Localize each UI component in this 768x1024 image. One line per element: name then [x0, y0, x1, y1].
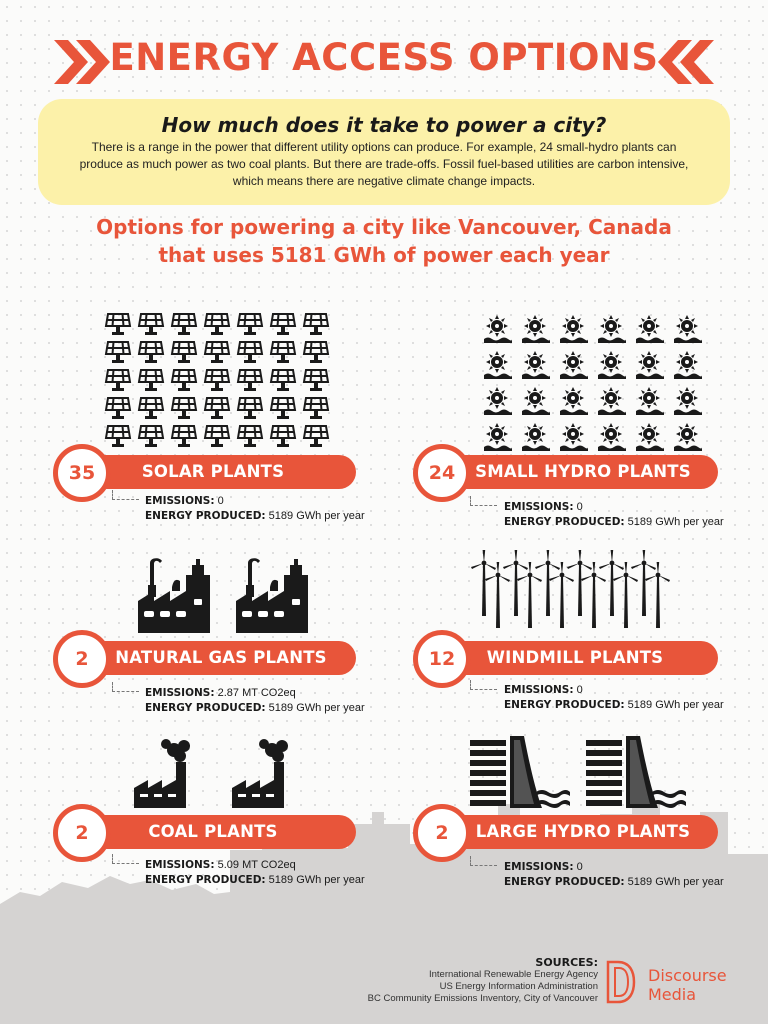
solar-panel-icon — [170, 424, 203, 452]
solar-plants-label: SOLAR PLANTS — [141, 462, 285, 481]
water-wheel-icon — [482, 421, 520, 457]
connector-line — [470, 680, 497, 690]
solar-panel-icon — [137, 340, 170, 368]
brand-line-2: Media — [648, 985, 697, 1004]
sources-heading: SOURCES: — [535, 956, 598, 969]
water-wheel-icon — [634, 313, 672, 349]
wind-turbine-icon — [644, 562, 662, 602]
windmill-emissions: 0 — [576, 684, 583, 696]
natural-gas-plant-icons — [134, 555, 330, 635]
solar-panel-icon — [104, 368, 137, 396]
water-wheel-icon — [672, 313, 710, 349]
coal-stats: EMISSIONS: 5.09 MT CO2eq ENERGY PRODUCED: 5189 GWh per year — [145, 859, 365, 886]
solar-panel-icon — [236, 368, 269, 396]
source-item: US Energy Information Administration — [439, 981, 598, 992]
large-hydro-count-badge: 2 — [413, 804, 471, 862]
solar-panel-icon — [269, 312, 302, 340]
solar-panel-icon — [203, 312, 236, 340]
solar-panel-icon — [302, 368, 335, 396]
brand-name — [648, 966, 727, 1004]
connector-line — [470, 496, 497, 506]
sources-block — [368, 957, 598, 1005]
coal-plant-icons — [134, 738, 330, 812]
solar-panel-icon — [302, 340, 335, 368]
natural-gas-plants-bar — [70, 641, 356, 675]
solar-panel-icon — [104, 312, 137, 340]
water-wheel-icon — [520, 385, 558, 421]
solar-plants-bar — [70, 455, 356, 489]
discourse-media-logo-icon — [604, 958, 638, 1006]
solar-panel-icon — [236, 312, 269, 340]
water-wheel-icon — [634, 385, 672, 421]
intro-box — [38, 99, 730, 205]
wind-turbine-icon — [484, 562, 502, 602]
solar-panel-icon — [269, 396, 302, 424]
small-hydro-stats: EMISSIONS: 0 ENERGY PRODUCED: 5189 GWh per year — [504, 501, 724, 528]
source-item: BC Community Emissions Inventory, City of Vancouver — [367, 993, 598, 1004]
large-hydro-emissions: 0 — [576, 861, 583, 873]
natural-gas-emissions: 2.87 MT CO2eq — [217, 687, 296, 699]
water-wheel-icon — [596, 313, 634, 349]
solar-panel-icon — [104, 340, 137, 368]
windmill-energy: 5189 GWh per year — [627, 699, 724, 711]
water-wheel-icon — [634, 421, 672, 457]
water-wheel-icon — [672, 385, 710, 421]
windmill-stats: EMISSIONS: 0 ENERGY PRODUCED: 5189 GWh per year — [504, 684, 724, 711]
solar-count-badge: 35 — [53, 444, 111, 502]
solar-panel-icon — [170, 312, 203, 340]
solar-panel-icon — [170, 396, 203, 424]
connector-line — [112, 854, 139, 864]
source-item: International Renewable Energy Agency — [428, 969, 598, 980]
coal-energy: 5189 GWh per year — [268, 874, 365, 886]
subtitle-line-2: that uses 5181 GWh of power each year — [158, 243, 610, 267]
solar-panel-icon — [203, 340, 236, 368]
solar-panel-icon — [203, 368, 236, 396]
large-hydro-stats: EMISSIONS: 0 ENERGY PRODUCED: 5189 GWh per year — [504, 861, 724, 888]
connector-line — [112, 682, 139, 692]
coal-emissions: 5.09 MT CO2eq — [217, 859, 296, 871]
wind-turbine-icon — [612, 562, 630, 602]
water-wheel-icon — [672, 421, 710, 457]
solar-panel-icon — [302, 424, 335, 452]
water-wheel-icon — [558, 385, 596, 421]
solar-panel-icon — [203, 396, 236, 424]
solar-panel-icon — [170, 340, 203, 368]
connector-line — [112, 490, 139, 500]
solar-panel-icon — [269, 340, 302, 368]
water-wheel-icon — [558, 313, 596, 349]
small-hydro-plant-icons — [482, 313, 710, 457]
windmill-plants-label: WINDMILL PLANTS — [486, 648, 664, 667]
solar-panel-icon — [137, 368, 170, 396]
solar-panel-icon — [236, 424, 269, 452]
natural-gas-stats: EMISSIONS: 2.87 MT CO2eq ENERGY PRODUCED: 5189 GWh per year — [145, 687, 365, 714]
water-wheel-icon — [634, 349, 672, 385]
solar-panel-icon — [269, 368, 302, 396]
natural-gas-plants-label: NATURAL GAS PLANTS — [115, 648, 327, 667]
water-wheel-icon — [558, 421, 596, 457]
windmill-plant-icons — [470, 550, 662, 602]
windmill-plants-bar — [432, 641, 718, 675]
water-wheel-icon — [520, 313, 558, 349]
solar-panel-icon — [137, 396, 170, 424]
water-wheel-icon — [596, 349, 634, 385]
coal-plants-bar — [70, 815, 356, 849]
small-hydro-plants-label: SMALL HYDRO PLANTS — [475, 462, 691, 481]
solar-panel-icon — [170, 368, 203, 396]
wind-turbine-icon — [580, 562, 598, 602]
water-wheel-icon — [558, 349, 596, 385]
small-hydro-energy: 5189 GWh per year — [627, 516, 724, 528]
gas-plant-icon — [134, 555, 232, 635]
solar-panel-icon — [236, 396, 269, 424]
small-hydro-plants-bar — [432, 455, 718, 489]
water-wheel-icon — [596, 421, 634, 457]
small-hydro-emissions: 0 — [576, 501, 583, 513]
solar-plant-icons — [104, 312, 335, 452]
large-hydro-plants-label: LARGE HYDRO PLANTS — [475, 822, 691, 841]
coal-plants-label: COAL PLANTS — [148, 822, 278, 841]
water-wheel-icon — [482, 385, 520, 421]
water-wheel-icon — [482, 313, 520, 349]
solar-panel-icon — [104, 396, 137, 424]
dam-icon — [470, 736, 586, 812]
wind-turbine-icon — [516, 562, 534, 602]
large-hydro-plants-bar — [432, 815, 718, 849]
coal-factory-icon — [134, 738, 232, 812]
solar-emissions: 0 — [217, 495, 224, 507]
connector-line — [470, 856, 497, 866]
section-subtitle — [0, 213, 768, 269]
solar-panel-icon — [137, 312, 170, 340]
intro-body: There is a range in the power that different utility options can produce. For example, 24 small-hydro plants can produce as much power as two coal plants. But there are trade-offs. Fossil fuel-based utilities are carbon intensive, which means there are negative climate change impacts. — [79, 140, 689, 188]
solar-panel-icon — [302, 312, 335, 340]
water-wheel-icon — [520, 349, 558, 385]
coal-count-badge: 2 — [53, 804, 111, 862]
dam-icon — [586, 736, 702, 812]
natural-gas-energy: 5189 GWh per year — [268, 702, 365, 714]
large-hydro-energy: 5189 GWh per year — [627, 876, 724, 888]
solar-stats: EMISSIONS: 0 ENERGY PRODUCED: 5189 GWh per year — [145, 495, 365, 522]
solar-panel-icon — [236, 340, 269, 368]
small-hydro-count-badge: 24 — [413, 444, 471, 502]
subtitle-line-1: Options for powering a city like Vancouver, Canada — [96, 215, 672, 239]
brand-line-1: Discourse — [648, 966, 727, 985]
wind-turbine-icon — [548, 562, 566, 602]
natural-gas-count-badge: 2 — [53, 630, 111, 688]
large-hydro-plant-icons — [470, 736, 702, 812]
water-wheel-icon — [520, 421, 558, 457]
water-wheel-icon — [482, 349, 520, 385]
solar-panel-icon — [302, 396, 335, 424]
water-wheel-icon — [596, 385, 634, 421]
gas-plant-icon — [232, 555, 330, 635]
solar-panel-icon — [104, 424, 137, 452]
solar-energy: 5189 GWh per year — [268, 510, 365, 522]
page-title: ENERGY ACCESS OPTIONS — [109, 36, 659, 79]
coal-factory-icon — [232, 738, 330, 812]
water-wheel-icon — [672, 349, 710, 385]
windmill-count-badge: 12 — [413, 630, 471, 688]
solar-panel-icon — [269, 424, 302, 452]
solar-panel-icon — [137, 424, 170, 452]
intro-heading: How much does it take to power a city? — [161, 113, 607, 137]
solar-panel-icon — [203, 424, 236, 452]
